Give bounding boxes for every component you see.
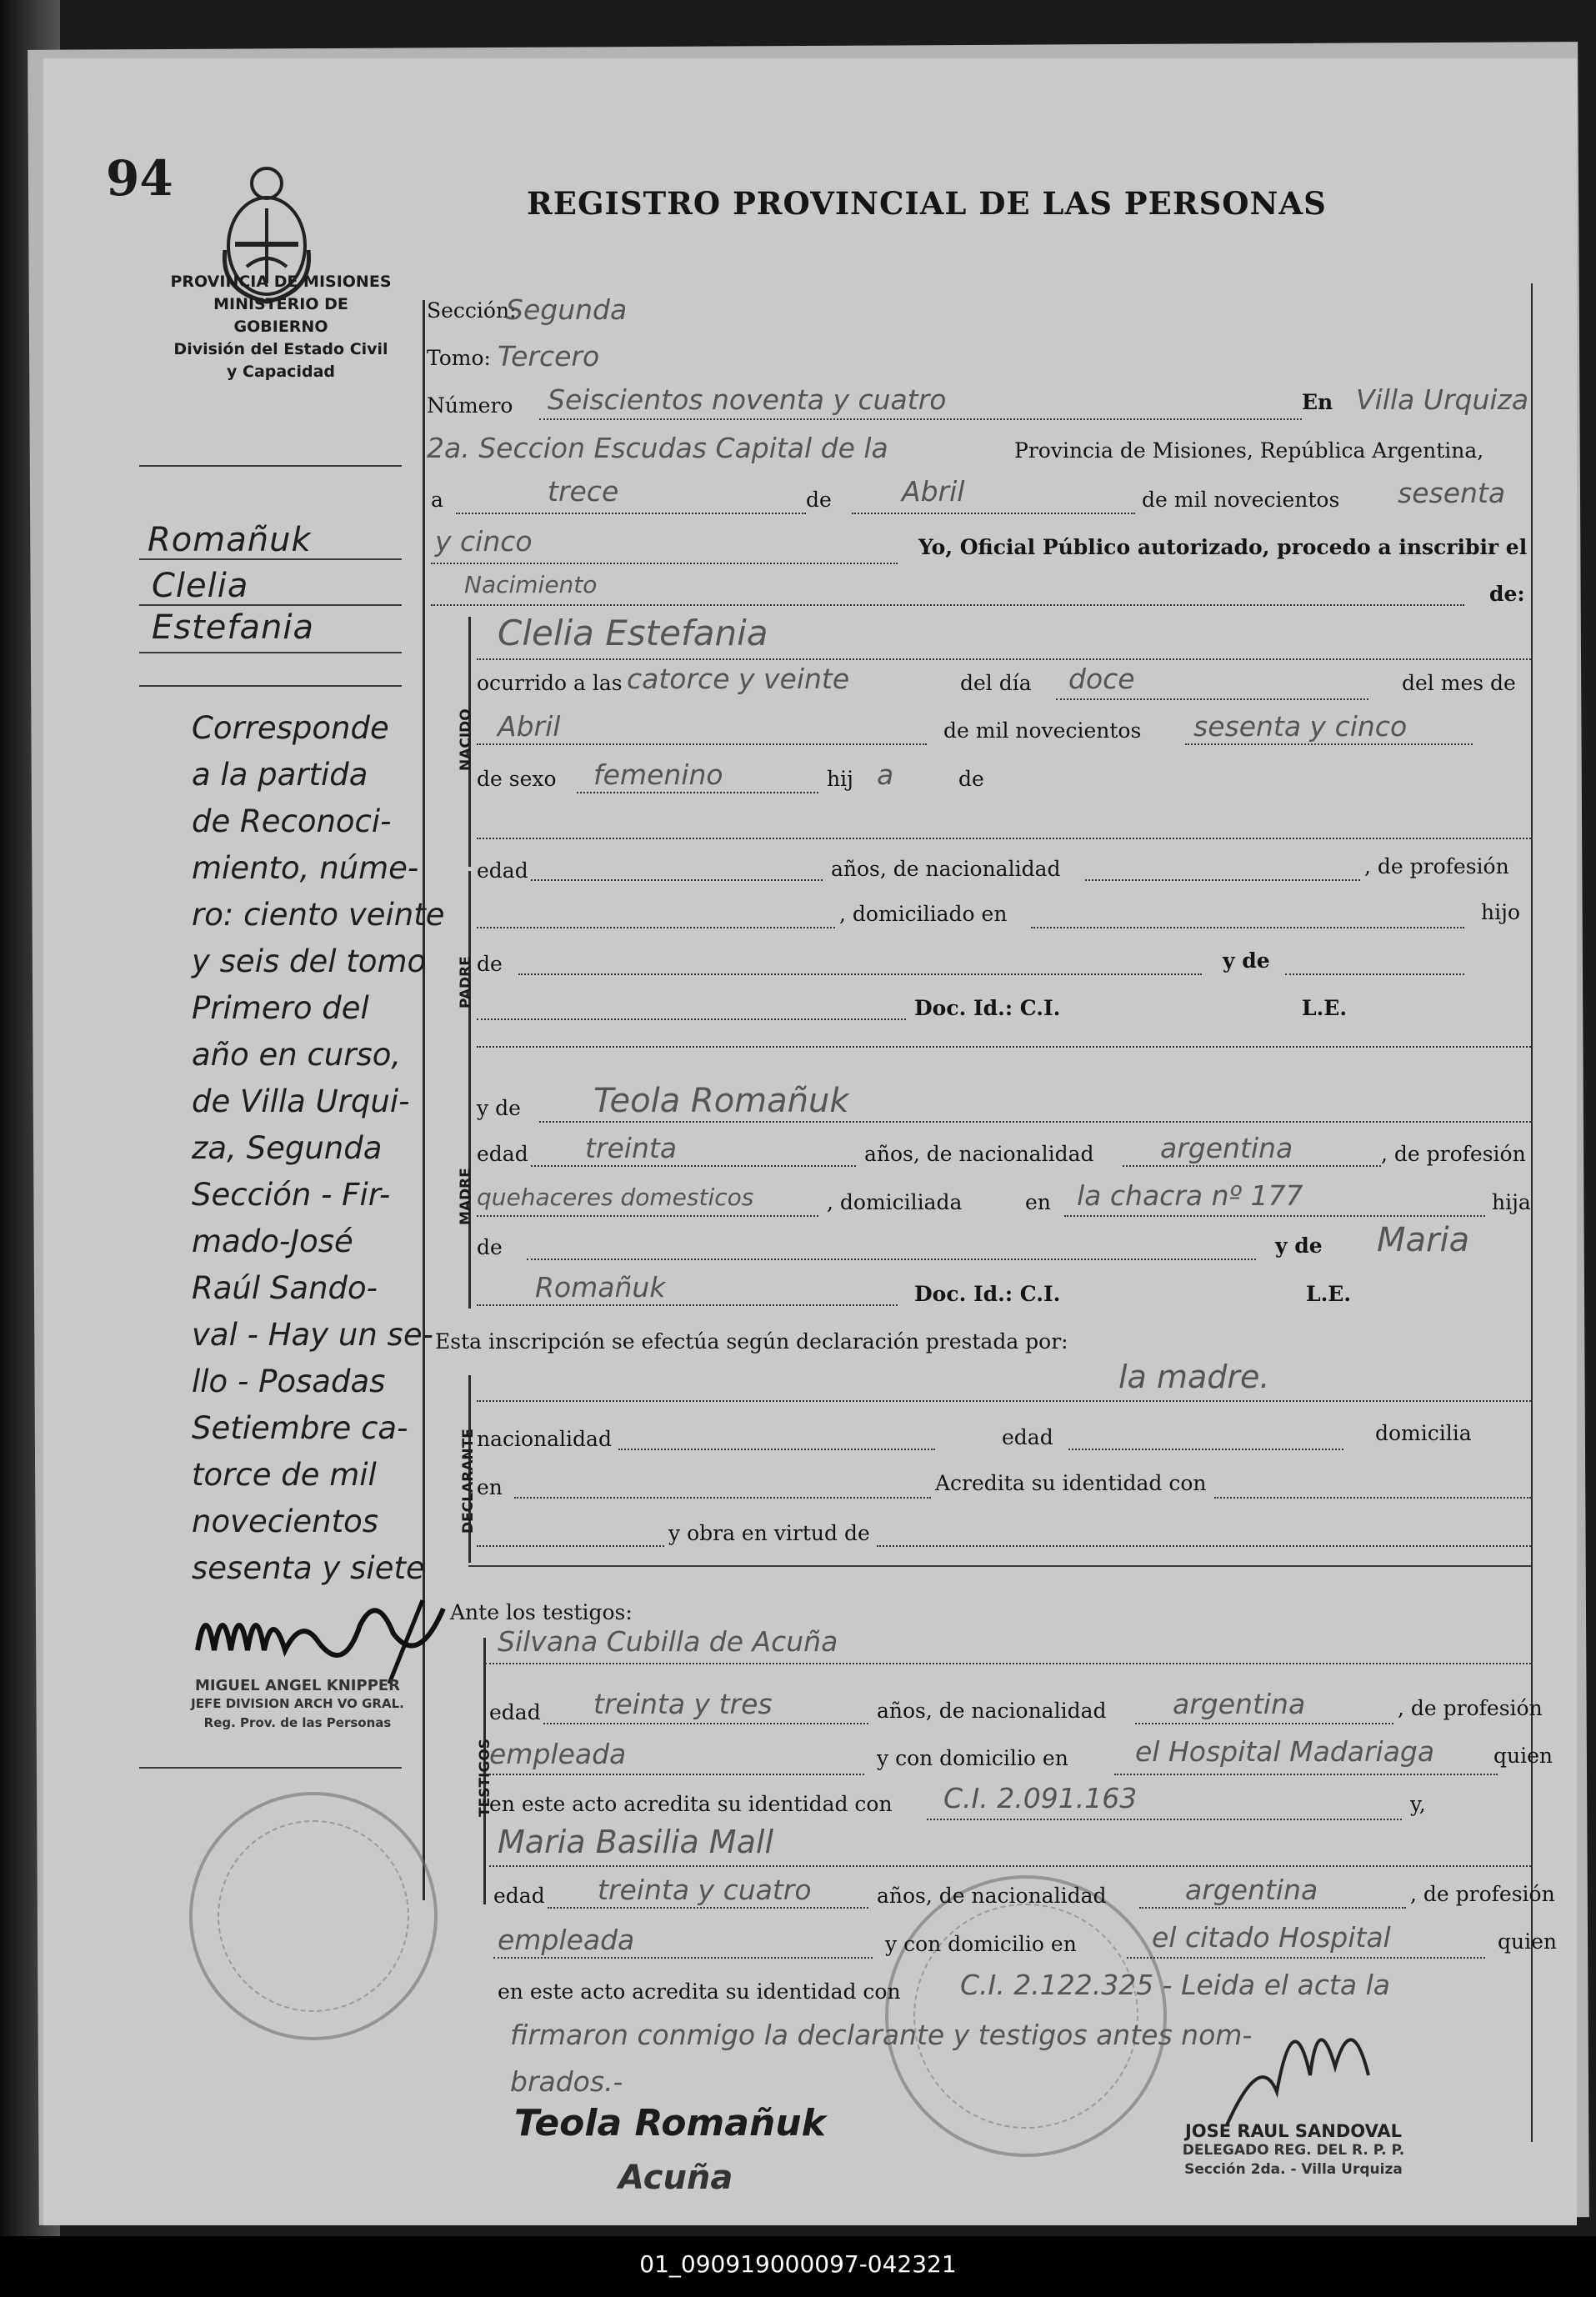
madre-hija-label: hija xyxy=(1492,1190,1531,1214)
cierre-linea-2: brados.- xyxy=(510,2065,623,2098)
testigo2-edad-label: edad xyxy=(493,1884,545,1908)
padre-le-label: L.E. xyxy=(1302,996,1348,1020)
testigo1-domicilio: el Hospital Madariaga xyxy=(1135,1735,1435,1768)
testigo1-acredita-label: en este acto acredita su identidad con xyxy=(489,1792,893,1816)
abuela-nombre-value: Maria xyxy=(1377,1221,1470,1259)
testigo1-nacionalidad: argentina xyxy=(1173,1688,1306,1720)
testigo1-edad-label: edad xyxy=(489,1700,541,1724)
margin-note-line: de Reconoci- xyxy=(192,803,392,839)
declarante-side-label: DECLARANTE xyxy=(460,1429,477,1534)
testigo1-profesion-label: , de profesión xyxy=(1398,1696,1543,1720)
madre-profesion-label: , de profesión xyxy=(1381,1142,1526,1166)
oficial-nombre: JOSE RAUL SANDOVAL xyxy=(1184,2121,1403,2141)
margin-note-line: Corresponde xyxy=(192,710,389,746)
margin-first-name: Clelia xyxy=(152,567,249,605)
margin-note-line: ro: ciento veinte xyxy=(192,897,445,933)
madre-doc-label: Doc. Id.: C.I. xyxy=(914,1282,1061,1306)
testigo1-domicilio-label: y con domicilio en xyxy=(877,1746,1068,1770)
padre-profesion-label: , de profesión xyxy=(1364,854,1509,878)
acto-value: Nacimiento xyxy=(464,571,598,598)
sexo-label: de sexo xyxy=(477,767,557,791)
del-dia-label: del día xyxy=(960,671,1032,695)
firma-testigo: Acuña xyxy=(618,2159,733,2197)
testigo1-y: y, xyxy=(1410,1792,1426,1816)
margin-note-line: año en curso, xyxy=(192,1037,402,1073)
madre-en-label: en xyxy=(1025,1190,1051,1214)
anio-value: sesenta xyxy=(1398,477,1506,509)
document-page xyxy=(43,58,1577,2225)
testigo1-quien: quien xyxy=(1493,1744,1553,1768)
margin-note-line: torce de mil xyxy=(192,1457,377,1493)
madre-profesion-value: quehaceres domesticos xyxy=(477,1184,754,1211)
testigo2-profesion-label: , de profesión xyxy=(1410,1882,1555,1906)
official-seal-left xyxy=(189,1792,438,2040)
testigo2-domicilio: el citado Hospital xyxy=(1152,1921,1391,1954)
margin-note-line: Sección - Fir- xyxy=(192,1177,391,1213)
en-label: En xyxy=(1302,390,1333,414)
anio-nacimiento-value: sesenta y cinco xyxy=(1193,710,1408,743)
document-title: REGISTRO PROVINCIAL DE LAS PERSONAS xyxy=(527,185,1327,222)
padre-side-label: PADRE xyxy=(458,956,474,1008)
madre-nombre-value: Teola Romañuk xyxy=(593,1082,849,1120)
issuing-authority xyxy=(168,271,393,383)
padre-edad-label: edad xyxy=(477,858,528,883)
testigos-label: Ante los testigos: xyxy=(450,1600,633,1624)
authority-province: PROVINCIA DE MISIONES xyxy=(170,273,392,291)
madre-domicilio-value: la chacra nº 177 xyxy=(1077,1179,1303,1212)
hij-value: a xyxy=(877,758,894,791)
declarante-edad-label: edad xyxy=(1002,1425,1053,1449)
madre-nacionalidad-label: años, de nacionalidad xyxy=(864,1142,1094,1166)
declarante-virtud-label: y obra en virtud de xyxy=(668,1521,870,1545)
authority-capacity: y Capacidad xyxy=(227,363,335,381)
testigo2-profesion: empleada xyxy=(498,1924,635,1956)
testigo1-edad: treinta y tres xyxy=(593,1688,773,1720)
testigos-side-label: TESTIGOS xyxy=(477,1738,493,1817)
margin-signature xyxy=(189,1592,489,1684)
nacido-name-value: Clelia Estefania xyxy=(498,613,768,653)
testigo2-quien: quien xyxy=(1498,1929,1557,1954)
nacido-mil-label: de mil novecientos xyxy=(943,718,1142,743)
margin-note-line: miento, núme- xyxy=(192,850,419,886)
declarante-en-label: en xyxy=(477,1475,503,1499)
testigo1-profesion: empleada xyxy=(489,1738,627,1770)
page-number: 94 xyxy=(106,150,173,207)
margin-surname: Romañuk xyxy=(148,521,312,559)
seccion-label: Sección: xyxy=(427,298,517,323)
padre-nacionalidad-label: años, de nacionalidad xyxy=(831,857,1061,881)
margin-note-line: Primero del xyxy=(192,990,369,1026)
testigo2-nombre: Maria Basilia Mall xyxy=(498,1824,773,1860)
yo-label: Yo, Oficial Público autorizado, procedo a inscribir el xyxy=(918,535,1528,559)
tomo-label: Tomo: xyxy=(427,346,491,370)
declarante-domicilio-label: domicilia xyxy=(1375,1421,1472,1445)
margin-stamp-name: MIGUEL ANGEL KNIPPER xyxy=(194,1677,401,1694)
de-colon-label: de: xyxy=(1489,582,1525,606)
numero-label: Número xyxy=(427,393,513,418)
nacido-de-label: de xyxy=(958,767,984,791)
testigo1-nacionalidad-label: años, de nacionalidad xyxy=(877,1699,1107,1723)
margin-note-line: a la partida xyxy=(192,757,368,793)
authority-division: División del Estado Civil xyxy=(173,340,388,358)
testigo2-domicilio-label: y con domicilio en xyxy=(885,1932,1077,1956)
testigo2-edad: treinta y cuatro xyxy=(598,1874,812,1906)
madre-edad-value: treinta xyxy=(585,1132,678,1164)
margin-second-name: Estefania xyxy=(152,608,314,647)
de-label: de xyxy=(806,488,832,512)
declarante-value: la madre. xyxy=(1118,1359,1270,1395)
provincia-label: Provincia de Misiones, República Argentina, xyxy=(1014,438,1484,463)
a-label: a xyxy=(431,488,443,512)
margin-stamp-title: JEFE DIVISION ARCH VO GRAL. xyxy=(191,1696,404,1711)
numero-value: Seiscientos noventa y cuatro xyxy=(548,383,947,416)
margin-note-line: Raúl Sando- xyxy=(192,1270,378,1306)
madre-edad-label: edad xyxy=(477,1142,528,1166)
margin-note-line: y seis del tomo xyxy=(192,943,427,979)
madre-y-de2-label: y de xyxy=(1275,1234,1323,1258)
official-seal-center xyxy=(885,1875,1167,2157)
testigo2-nacionalidad-label: años, de nacionalidad xyxy=(877,1884,1107,1908)
sexo-value: femenino xyxy=(593,758,723,791)
testigo1-doc: C.I. 2.091.163 xyxy=(943,1782,1138,1814)
padre-domicilio-label: , domiciliado en xyxy=(839,902,1008,926)
seccion-value: Segunda xyxy=(506,293,628,326)
dia-value: trece xyxy=(548,475,619,508)
madre-le-label: L.E. xyxy=(1306,1282,1352,1306)
oficial-seccion: Sección 2da. - Villa Urquiza xyxy=(1184,2161,1403,2178)
margin-note-line: de Villa Urqui- xyxy=(192,1083,410,1119)
madre-de-label: de xyxy=(477,1235,503,1259)
margin-note-line: novecientos xyxy=(192,1504,379,1539)
del-mes-label: del mes de xyxy=(1402,671,1516,695)
official-signature xyxy=(1210,2009,1402,2134)
testigo2-acredita-label: en este acto acredita su identidad con xyxy=(498,1979,901,2004)
mes-nacimiento-value: Abril xyxy=(498,710,561,743)
margin-note-line: llo - Posadas xyxy=(192,1364,386,1399)
testigo1-nombre: Silvana Cubilla de Acuña xyxy=(498,1625,838,1658)
footer-document-code: 01_090919000097-042321 xyxy=(639,2250,957,2278)
en-value: Villa Urquiza xyxy=(1356,383,1529,416)
oficial-cargo: DELEGADO REG. DEL R. P. P. xyxy=(1182,2142,1405,2159)
firma-declarante: Teola Romañuk xyxy=(514,2102,826,2144)
dia-nacimiento-value: doce xyxy=(1068,663,1135,695)
padre-hijo-label: hijo xyxy=(1481,900,1520,924)
padre-de-label: de xyxy=(477,952,503,976)
abuela-apellido-value: Romañuk xyxy=(535,1271,666,1304)
declaracion-label: Esta inscripción se efectúa según declaración prestada por: xyxy=(435,1329,1068,1354)
declarante-acredita-label: Acredita su identidad con xyxy=(935,1471,1207,1495)
madre-side-label: MADRE xyxy=(458,1168,474,1225)
testigo2-nacionalidad: argentina xyxy=(1185,1874,1318,1906)
mil-label: de mil novecientos xyxy=(1142,488,1340,512)
declarante-nacionalidad-label: nacionalidad xyxy=(477,1427,612,1451)
madre-y-de-label: y de xyxy=(477,1096,521,1120)
padre-y-de-label: y de xyxy=(1223,948,1270,973)
margin-stamp-org: Reg. Prov. de las Personas xyxy=(203,1715,392,1730)
madre-nacionalidad-value: argentina xyxy=(1160,1132,1293,1164)
right-border xyxy=(1531,283,1533,2142)
authority-ministry: MINISTERIO DE GOBIERNO xyxy=(213,295,348,336)
hij-label: hij xyxy=(827,767,853,791)
localidad-value: 2a. Seccion Escudas Capital de la xyxy=(427,432,888,464)
margin-note-line: val - Hay un se- xyxy=(192,1317,433,1353)
hora-value: catorce y veinte xyxy=(627,663,850,695)
testigo2-doc: C.I. 2.122.325 - Leida el acta la xyxy=(960,1969,1390,2001)
padre-doc-label: Doc. Id.: C.I. xyxy=(914,996,1061,1020)
margin-note-line: za, Segunda xyxy=(192,1130,383,1166)
mes-value: Abril xyxy=(902,475,965,508)
margin-note-line: sesenta y siete xyxy=(192,1550,425,1586)
ocurrido-label: ocurrido a las xyxy=(477,671,623,695)
tomo-value: Tercero xyxy=(498,340,600,373)
margin-note-line: Setiembre ca- xyxy=(192,1410,408,1446)
madre-domicilio-label: , domiciliada xyxy=(827,1190,963,1214)
anio-value-cont: y cinco xyxy=(435,525,533,558)
cierre-linea-1: firmaron conmigo la declarante y testigos antes nom- xyxy=(510,2019,1253,2051)
margin-note-line: mado-José xyxy=(192,1224,353,1259)
nacido-side-label: NACIDO xyxy=(458,708,474,771)
